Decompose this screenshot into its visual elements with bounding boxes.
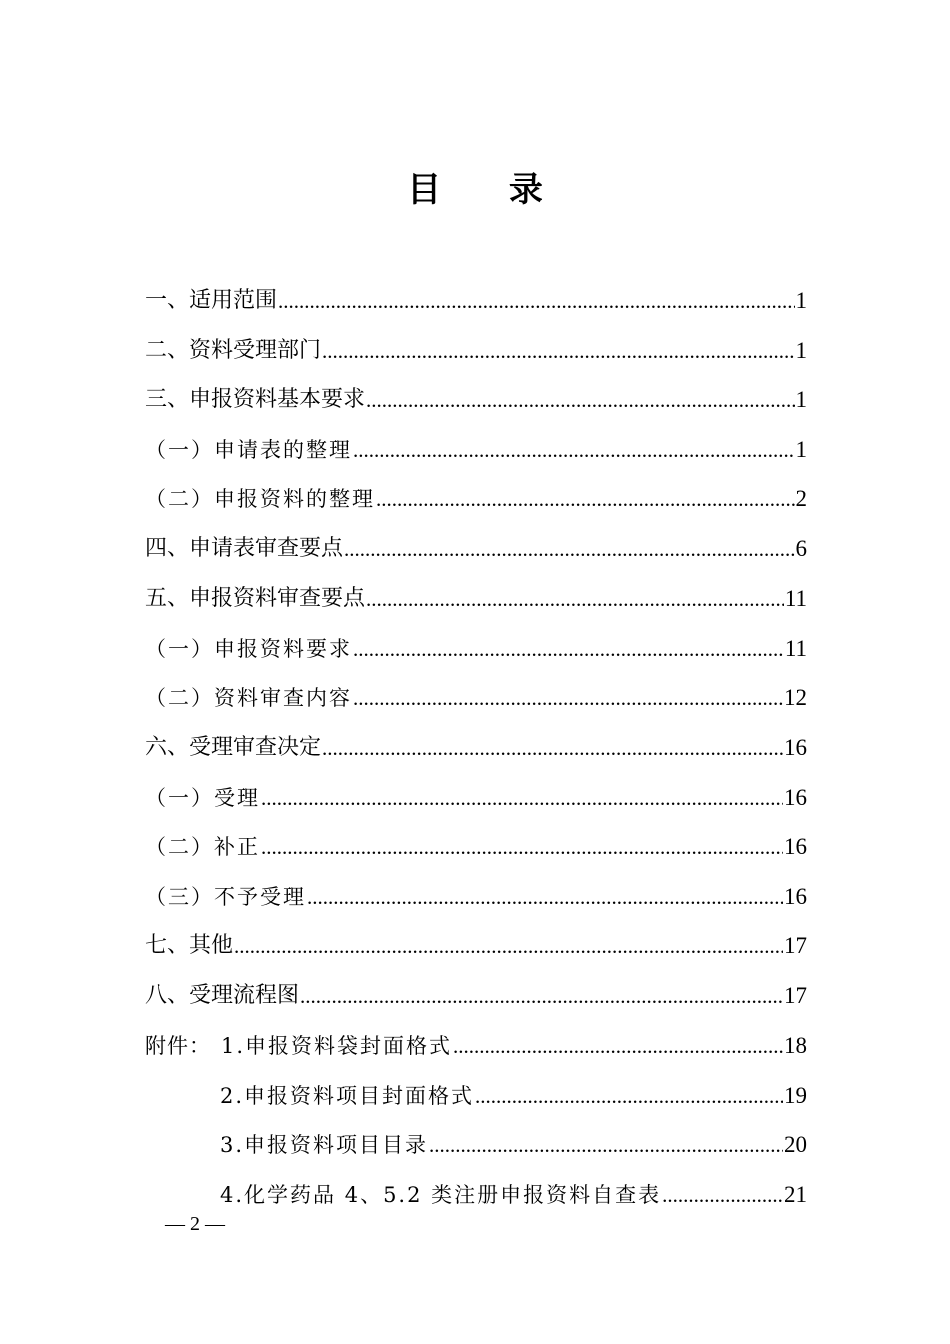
attachment-entry-0[interactable] bbox=[145, 1017, 807, 1061]
dot-leader bbox=[475, 1081, 783, 1111]
toc-entry-label: 三、申报资料基本要求 bbox=[145, 387, 366, 412]
toc-entry-page: 1 bbox=[795, 387, 807, 412]
dot-leader bbox=[278, 286, 794, 316]
dot-leader bbox=[261, 832, 783, 862]
toc-entry-page: 17 bbox=[784, 983, 807, 1008]
toc-entry-1[interactable] bbox=[145, 322, 807, 366]
attachment-label: 3.申报资料项目目录 bbox=[220, 1133, 429, 1157]
toc-entry-10[interactable] bbox=[145, 769, 807, 813]
toc-entry-page: 11 bbox=[784, 586, 807, 611]
page-number-footer: — 2 — bbox=[165, 1213, 225, 1235]
toc-entry-page: 16 bbox=[784, 735, 807, 760]
toc-entry-label: （一）受理 bbox=[145, 786, 260, 810]
dot-leader bbox=[366, 385, 794, 415]
toc-entry-page: 11 bbox=[784, 636, 807, 661]
toc-entry-11[interactable] bbox=[145, 818, 807, 862]
attachment-prefix: 附件： bbox=[145, 1034, 211, 1058]
toc-entry-page: 6 bbox=[795, 536, 807, 561]
toc-entry-page: 1 bbox=[795, 437, 807, 462]
toc-entry-label: （一）申请表的整理 bbox=[145, 438, 352, 462]
toc-entry-5[interactable] bbox=[145, 520, 807, 564]
dot-leader bbox=[353, 435, 795, 465]
attachment-entry-3[interactable] bbox=[220, 1166, 807, 1210]
toc-entry-page: 16 bbox=[784, 834, 807, 859]
dot-leader bbox=[353, 683, 783, 713]
toc-entry-13[interactable] bbox=[145, 917, 807, 961]
toc-entry-6[interactable] bbox=[145, 570, 807, 614]
attachment-label: 1.申报资料袋封面格式 bbox=[221, 1034, 453, 1058]
dot-leader bbox=[366, 584, 784, 614]
dot-leader bbox=[322, 336, 794, 366]
toc-entry-page: 2 bbox=[795, 486, 807, 511]
toc-entry-label: 四、申请表审查要点 bbox=[145, 536, 344, 561]
toc-entry-label: 八、受理流程图 bbox=[145, 983, 300, 1008]
dot-leader bbox=[376, 484, 795, 514]
attachment-page: 21 bbox=[784, 1182, 807, 1207]
attachment-entry-2[interactable] bbox=[220, 1116, 807, 1160]
attachment-label: 2.申报资料项目封面格式 bbox=[220, 1084, 475, 1108]
toc-entry-label: （二）资料审查内容 bbox=[145, 686, 352, 710]
toc-entry-4[interactable] bbox=[145, 470, 807, 514]
dot-leader bbox=[307, 882, 783, 912]
toc-entry-label: （二）补正 bbox=[145, 835, 260, 859]
toc-entry-9[interactable] bbox=[145, 719, 807, 763]
attachment-page: 20 bbox=[784, 1132, 807, 1157]
dot-leader bbox=[453, 1031, 783, 1061]
toc-entry-page: 16 bbox=[784, 785, 807, 810]
toc-entry-label: 六、受理审查决定 bbox=[145, 735, 322, 760]
toc-entry-3[interactable] bbox=[145, 421, 807, 465]
page-title: 目 录 bbox=[407, 170, 571, 210]
attachment-page: 18 bbox=[784, 1033, 807, 1058]
toc-entry-label: （一）申报资料要求 bbox=[145, 637, 352, 661]
toc-entry-0[interactable] bbox=[145, 272, 807, 316]
toc-entry-label: 七、其他 bbox=[145, 933, 234, 958]
toc-entry-2[interactable] bbox=[145, 371, 807, 415]
toc-entry-label: 二、资料受理部门 bbox=[145, 338, 322, 363]
attachment-page: 19 bbox=[784, 1083, 807, 1108]
toc-entry-page: 1 bbox=[795, 288, 807, 313]
toc-entry-page: 12 bbox=[784, 685, 807, 710]
dot-leader bbox=[353, 634, 784, 664]
dot-leader bbox=[300, 981, 783, 1011]
toc-entry-8[interactable] bbox=[145, 669, 807, 713]
toc-entry-page: 17 bbox=[784, 933, 807, 958]
dot-leader bbox=[429, 1130, 783, 1160]
toc-entry-page: 1 bbox=[795, 338, 807, 363]
toc-entry-label: 五、申报资料审查要点 bbox=[145, 586, 366, 611]
toc-entry-14[interactable] bbox=[145, 967, 807, 1011]
toc-entry-label: （二）申报资料的整理 bbox=[145, 487, 375, 511]
toc-entry-label: （三）不予受理 bbox=[145, 885, 306, 909]
toc-entry-12[interactable] bbox=[145, 868, 807, 912]
attachment-label: 4.化学药品 4、5.2 类注册申报资料自查表 bbox=[220, 1183, 662, 1207]
toc-entry-page: 16 bbox=[784, 884, 807, 909]
toc-entry-7[interactable] bbox=[145, 620, 807, 664]
dot-leader bbox=[261, 783, 783, 813]
dot-leader bbox=[322, 733, 783, 763]
toc-entry-label: 一、适用范围 bbox=[145, 288, 278, 313]
dot-leader bbox=[234, 931, 783, 961]
dot-leader bbox=[344, 534, 794, 564]
attachment-entry-1[interactable] bbox=[220, 1067, 807, 1111]
dot-leader bbox=[662, 1180, 783, 1210]
